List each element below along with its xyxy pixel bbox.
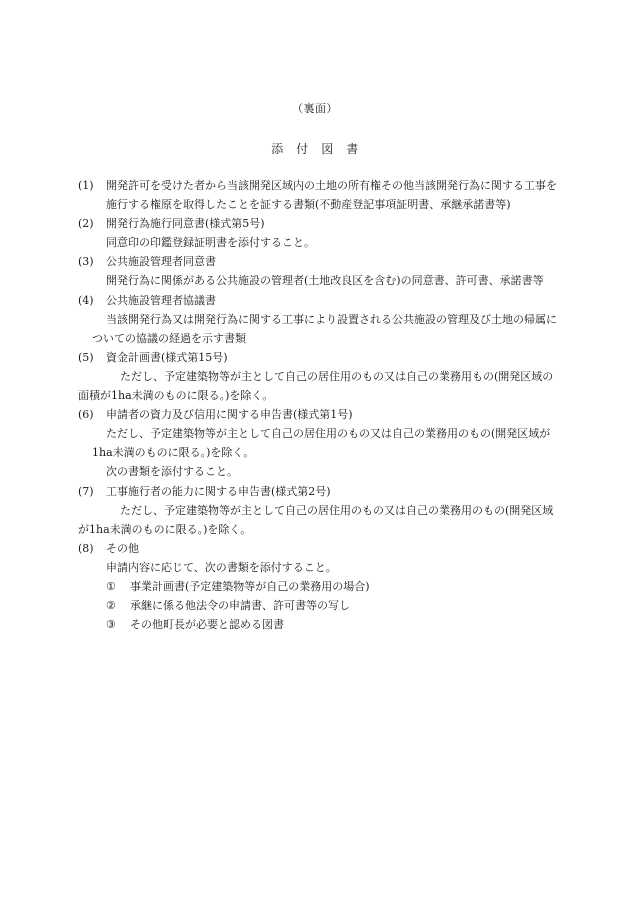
item-heading (78, 291, 558, 310)
item-number: (3) (78, 255, 94, 269)
item-detail: ただし、予定建築物等が主として自己の居住用のもの又は自己の業務用もの(開発区域の面積が1ha未満のものに限る。)を除く。 (78, 369, 554, 403)
item-detail: 当該開発行為又は開発行為に関する工事により設置される公共施設の管理及び土地の帰属についての協議の経過を示す書類 (92, 312, 557, 345)
sub-item (78, 577, 558, 596)
item-number: (7) (78, 484, 94, 498)
item-number: (6) (78, 408, 94, 422)
item-title: 申請者の資力及び信用に関する申告書(様式第1号) (106, 408, 353, 422)
item-heading (78, 482, 558, 501)
sub-item-text: 承継に係る他法令の申請書、許可書等の写し (130, 599, 350, 613)
item-title: 開発許可を受けた者から当該開発区域内の土地の所有権その他当該開発行為に関する工事を施行する権原を取得したことを証する書類(不動産登記事項証明書、承継承諾書等) (106, 179, 557, 212)
item-heading (78, 214, 558, 233)
sub-item (78, 596, 558, 615)
item-heading (78, 405, 558, 424)
item-number: (8) (78, 541, 94, 555)
list-item (78, 539, 558, 634)
item-number: (5) (78, 350, 94, 364)
page-side-label: （裏面） (292, 102, 338, 115)
item-detail: 開発行為に関係がある公共施設の管理者(土地改良区を含む)の同意書、許可書、承諾書等 (106, 274, 544, 288)
item-title: その他 (106, 541, 139, 555)
list-item (78, 348, 558, 405)
item-number: (4) (78, 293, 94, 307)
item-detail: 申請内容に応じて、次の書類を添付すること。 (106, 560, 337, 574)
list-item (78, 291, 558, 348)
sub-item-text: その他町長が必要と認める図書 (130, 618, 284, 632)
document-title: 添 付 図 書 (271, 142, 359, 156)
item-detail: ただし、予定建築物等が主として自己の居住用のもの又は自己の業務用のもの(開発区域が1ha未満のものに限る。)を除く。 (78, 503, 554, 536)
item-heading (78, 539, 558, 558)
sub-item-number: ② (106, 599, 116, 613)
list-item (78, 176, 558, 214)
list-item (78, 405, 558, 481)
item-detail: 同意印の印鑑登録証明書を添付すること。 (106, 236, 315, 250)
item-title: 公共施設管理者協議書 (106, 293, 216, 307)
item-detail: ただし、予定建築物等が主として自己の居住用のもの又は自己の業務用のもの(開発区域が1ha未満のものに限る。)を除く。 (92, 427, 551, 460)
sub-item-number: ① (106, 579, 116, 593)
item-title: 開発行為施行同意書(様式第5号) (106, 217, 265, 231)
sub-item (78, 615, 558, 634)
sub-item-text: 事業計画書(予定建築物等が自己の業務用の場合) (130, 579, 370, 593)
sub-item-number: ③ (106, 618, 116, 632)
item-heading (78, 252, 558, 271)
list-item (78, 214, 558, 252)
item-title: 資金計画書(様式第15号) (106, 350, 228, 364)
item-detail-note: 次の書類を添付すること。 (106, 465, 238, 479)
item-number: (2) (78, 217, 94, 231)
list-item (78, 252, 558, 290)
item-heading (78, 176, 558, 214)
item-title: 公共施設管理者同意書 (106, 255, 216, 269)
list-item (78, 482, 558, 539)
attachment-list (78, 176, 558, 634)
item-heading (78, 348, 558, 367)
item-title: 工事施行者の能力に関する申告書(様式第2号) (106, 484, 331, 498)
item-number: (1) (78, 179, 94, 192)
